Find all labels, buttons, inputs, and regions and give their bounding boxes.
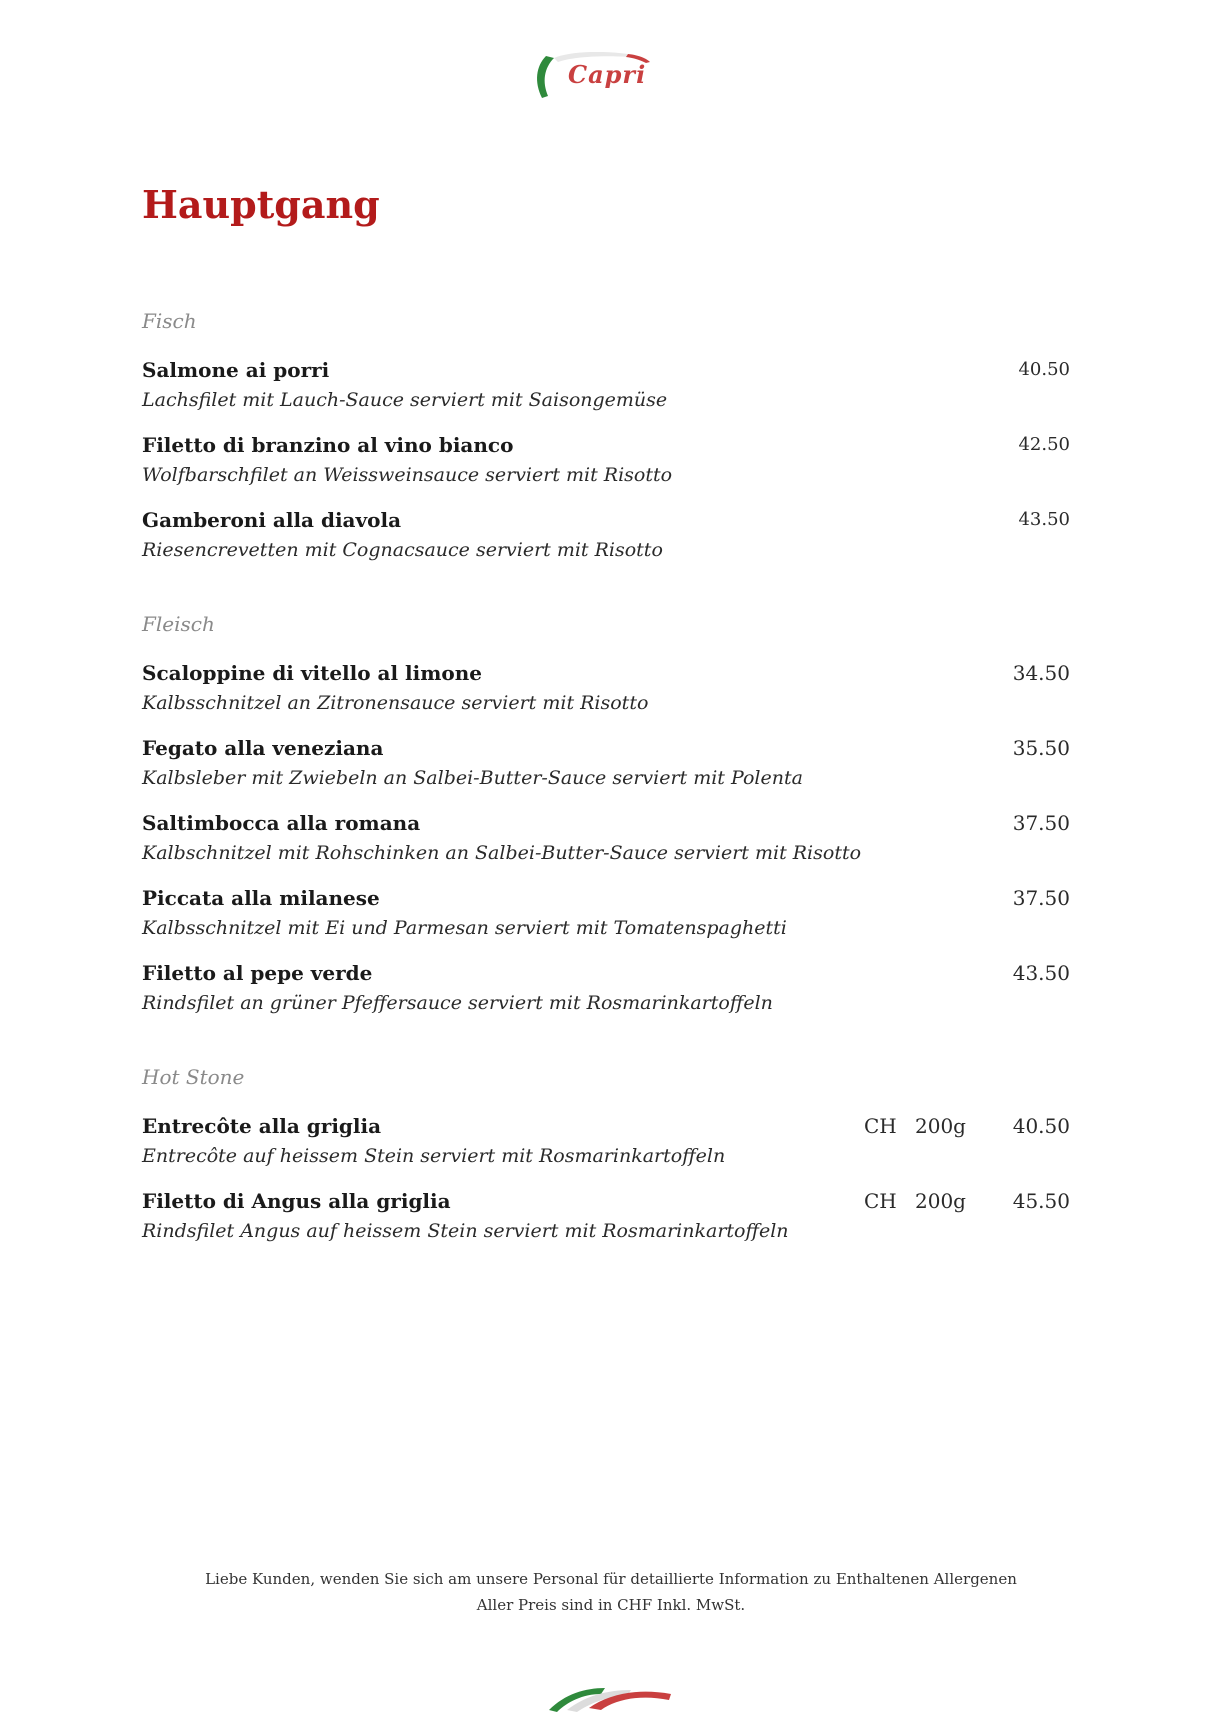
item-description: Riesencrevetten mit Cognacsauce serviert mit Risotto	[142, 539, 663, 561]
item-name: Gamberoni alla diavola	[142, 508, 402, 532]
item-description: Rindsfilet an grüner Pfeffersauce serviert mit Rosmarinkartoffeln	[142, 992, 773, 1014]
item-price: 37.50	[1012, 811, 1070, 835]
item-origin: CH	[864, 1189, 897, 1213]
item-name: Saltimbocca alla romana	[142, 811, 421, 835]
menu-item	[142, 431, 1070, 506]
menu-item	[142, 884, 1070, 959]
item-price: 43.50	[1012, 961, 1070, 985]
item-name: Salmone ai porri	[142, 358, 330, 382]
page-title: Hauptgang	[142, 182, 380, 227]
item-name: Entrecôte alla griglia	[142, 1114, 382, 1138]
item-weight: 200g	[915, 1114, 966, 1138]
item-price: 40.50	[1018, 359, 1070, 380]
item-description: Rindsfilet Angus auf heissem Stein serviert mit Rosmarinkartoffeln	[142, 1220, 789, 1242]
item-description: Wolfbarschfilet an Weissweinsauce serviert mit Risotto	[142, 464, 673, 486]
menu-item	[142, 809, 1070, 884]
item-description: Kalbsschnitzel mit Ei und Parmesan serviert mit Tomatenspaghetti	[142, 917, 787, 939]
item-name: Piccata alla milanese	[142, 886, 380, 910]
item-price: 42.50	[1018, 434, 1070, 455]
item-name: Scaloppine di vitello al limone	[142, 661, 483, 685]
section-title: Fleisch	[142, 612, 215, 636]
item-origin: CH	[864, 1114, 897, 1138]
item-description: Kalbsschnitzel an Zitronensauce serviert mit Risotto	[142, 692, 649, 714]
item-price: 40.50	[1012, 1114, 1070, 1138]
menu-item	[142, 1187, 1070, 1262]
item-price: 37.50	[1012, 886, 1070, 910]
item-price: 34.50	[1012, 661, 1070, 685]
section-title: Fisch	[142, 309, 197, 333]
menu-item	[142, 356, 1070, 431]
section-fleisch	[142, 611, 1070, 1034]
menu-item	[142, 734, 1070, 809]
section-hot-stone	[142, 1064, 1070, 1262]
logo-text: Capri	[568, 60, 647, 89]
item-description: Entrecôte auf heissem Stein serviert mit Rosmarinkartoffeln	[142, 1145, 726, 1167]
item-name: Filetto di Angus alla griglia	[142, 1189, 451, 1213]
menu-content	[142, 308, 1070, 1292]
item-description: Kalbsleber mit Zwiebeln an Salbei-Butter-Sauce serviert mit Polenta	[142, 767, 803, 789]
menu-item	[142, 959, 1070, 1034]
menu-item	[142, 506, 1070, 581]
vat-notice: Aller Preis sind in CHF Inkl. MwSt.	[476, 1596, 746, 1614]
section-fisch	[142, 308, 1070, 581]
italian-flag-swoosh-icon	[545, 1680, 675, 1716]
allergen-notice: Liebe Kunden, wenden Sie sich am unsere Personal für detaillierte Information zu Enthaltenen Allergenen	[205, 1570, 1017, 1588]
item-name: Filetto di branzino al vino bianco	[142, 433, 514, 457]
item-name: Fegato alla veneziana	[142, 736, 384, 760]
item-weight: 200g	[915, 1189, 966, 1213]
item-description: Kalbschnitzel mit Rohschinken an Salbei-Butter-Sauce serviert mit Risotto	[142, 842, 862, 864]
item-description: Lachsfilet mit Lauch-Sauce serviert mit Saisongemüse	[142, 389, 668, 411]
menu-item	[142, 659, 1070, 734]
item-price: 35.50	[1012, 736, 1070, 760]
item-price: 45.50	[1012, 1189, 1070, 1213]
section-title: Hot Stone	[142, 1065, 245, 1089]
item-price: 43.50	[1018, 509, 1070, 530]
menu-item	[142, 1112, 1070, 1187]
item-name: Filetto al pepe verde	[142, 961, 373, 985]
